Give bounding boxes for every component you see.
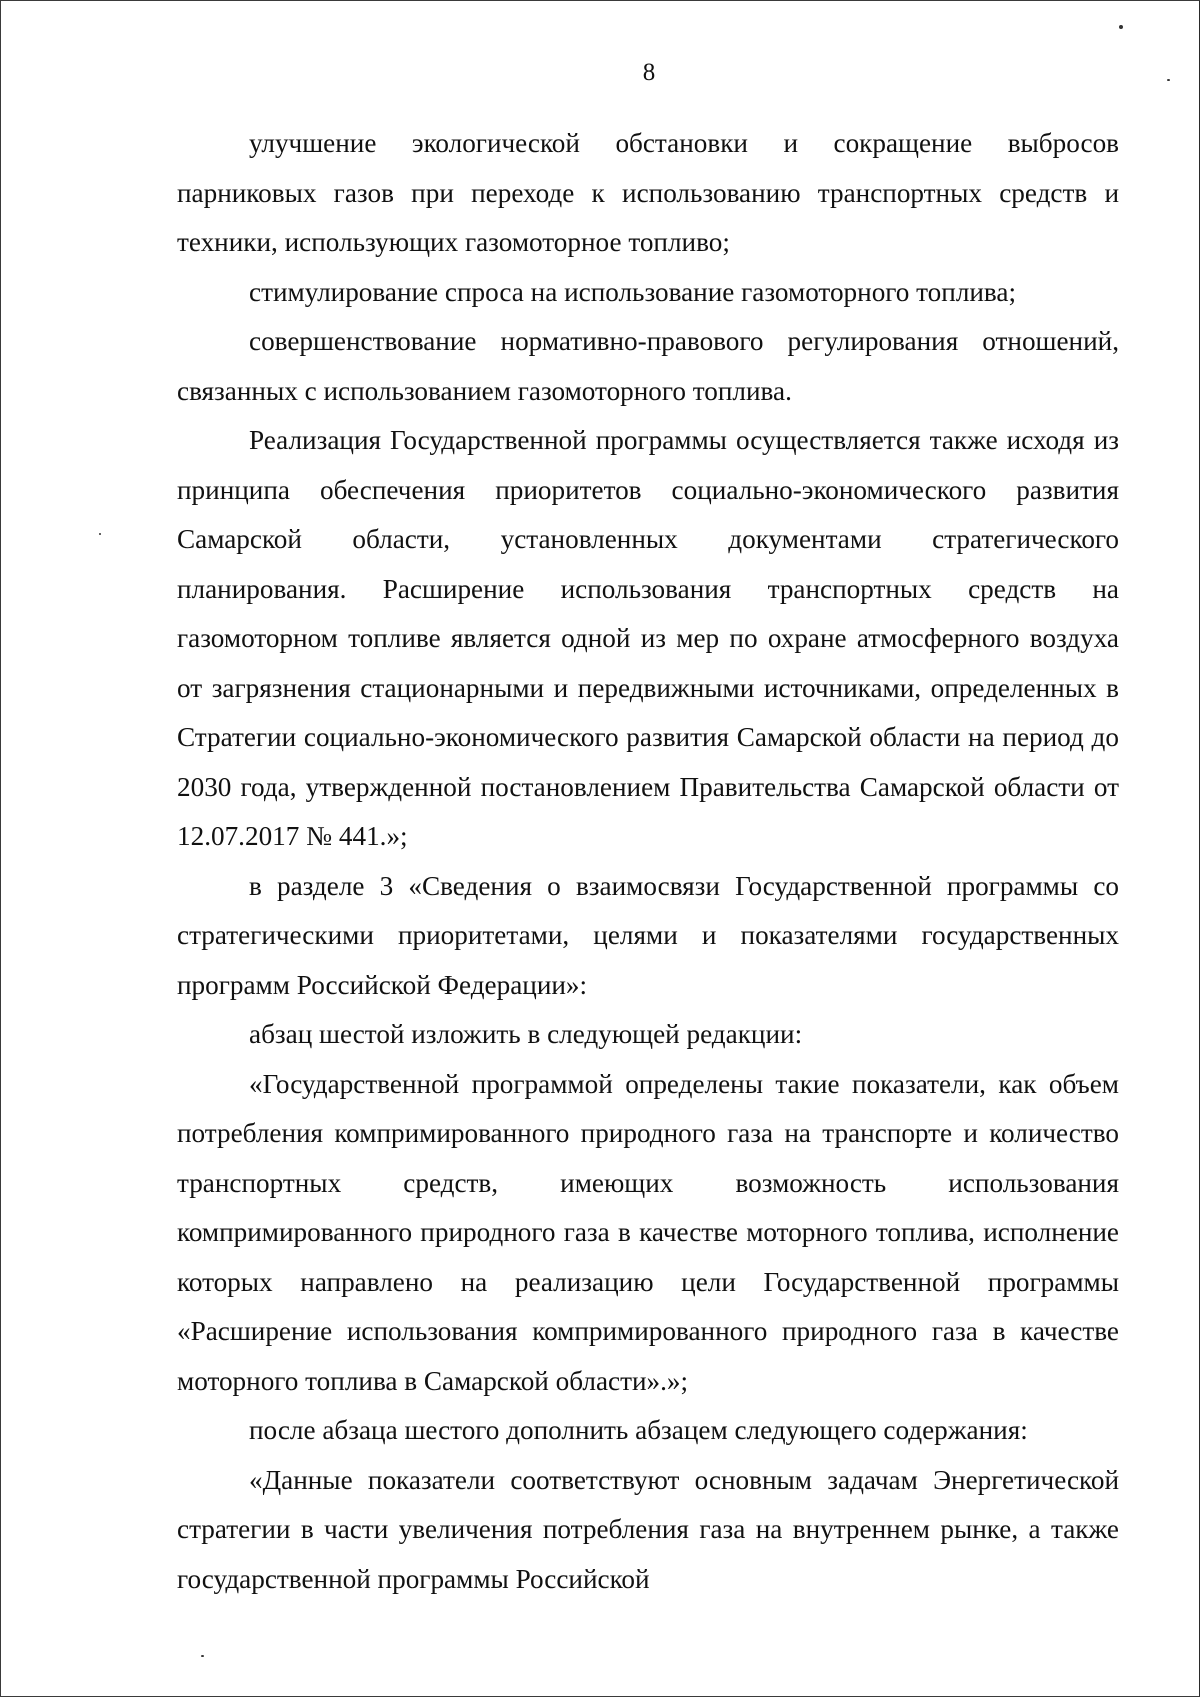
paragraph-1: улучшение экологической обстановки и сокращение выбросов парниковых газов при переходе к использованию транспортных средств и техники, использующих газомоторное топливо; <box>177 128 1119 257</box>
paragraph-8: после абзаца шестого дополнить абзацем следующего содержания: <box>249 1415 1028 1445</box>
paragraph-7: «Государственной программой определены такие показатели, как объем потребления компримированного природного газа на транспорте и количество транспортных средств, имеющих возможность использования компримированного природного газа в качестве моторного топлива, исполнение которых направлено на реализацию цели Государственной программы «Расширение использования компримированного природного газа в качестве моторного топлива в Самарской области».»; <box>177 1068 1119 1396</box>
paragraph-4: Реализация Государственной программы осуществляется также исходя из принципа обеспечения приоритетов социально-экономического развития Самарской области, установленных документами стратегического планирования. Расширение использования транспортных средств на газомоторном топливе является одной из мер по охране атмосферного воздуха от загрязнения стационарными и передвижными источниками, определенных в Стратегии социально-экономического развития Самарской области на период до 2030 года, утвержденной постановлением Правительства Самарской области от 12.07.2017 № 441.»; <box>177 425 1119 851</box>
document-body <box>177 119 1119 1604</box>
scan-speck <box>1119 25 1123 29</box>
paragraph-2: стимулирование спроса на использование газомоторного топлива; <box>249 276 1017 307</box>
scan-speck <box>1167 79 1170 81</box>
scan-speck <box>201 1655 204 1657</box>
scan-speck <box>99 533 101 535</box>
paragraph-6: абзац шестой изложить в следующей редакции: <box>249 1019 803 1049</box>
paragraph-3: совершенствование нормативно-правового регулирования отношений, связанных с использованием газомоторного топлива. <box>177 326 1119 406</box>
page-number: 8 <box>642 59 656 86</box>
paragraph-9: «Данные показатели соответствуют основным задачам Энергетической стратегии в части увеличения потребления газа на внутреннем рынке, а также государственной программы Российской <box>177 1464 1119 1594</box>
paragraph-5: в разделе 3 «Сведения о взаимосвязи Государственной программы со стратегическими приоритетами, целями и показателями государственных программ Российской Федерации»: <box>177 870 1119 1000</box>
